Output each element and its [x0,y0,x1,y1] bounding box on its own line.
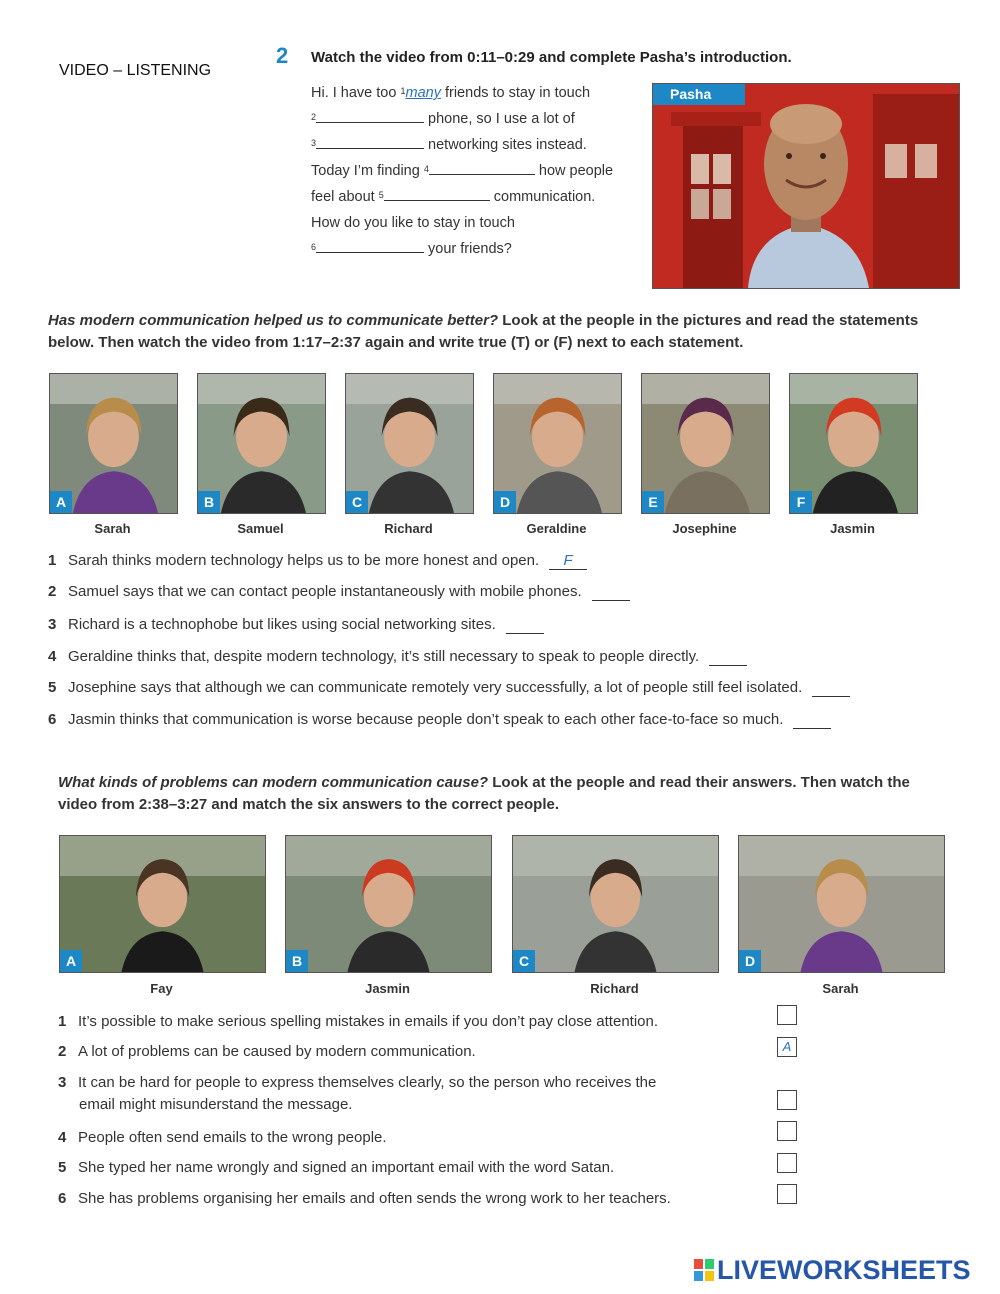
exercise-number: 2 [276,43,289,68]
blank-4[interactable] [429,160,535,175]
photo-letter: D [494,491,516,513]
answer-checkbox[interactable] [777,1184,797,1204]
person-photo-jasmin [285,835,492,973]
answer-checkbox[interactable]: A [777,1037,797,1057]
photo-letter: E [642,491,664,513]
tf-answer-field[interactable] [506,616,544,634]
tf-statement [48,711,831,729]
person-photo-geraldine [493,373,622,514]
tf-answer-field[interactable] [709,648,747,666]
tf-answer-field[interactable] [793,711,831,729]
match-answer [58,1072,656,1116]
person-photo-richard [512,835,719,973]
answer-number: 5 [58,1159,67,1176]
answer-text: It’s possible to make serious spelling mistakes in emails if you don’t pay close attention. [78,1013,659,1030]
tf-statement [48,616,544,634]
photo-letter: D [739,950,761,972]
person-name: Sarah [94,521,131,536]
match-answer [58,1188,671,1210]
photo-letter: B [286,950,308,972]
portrait-illustration [286,836,491,972]
answer-checkbox[interactable] [777,1005,797,1025]
person-photo-fay [59,835,266,973]
person-name: Richard [590,981,639,996]
match-answer [58,1157,614,1179]
tf-answer-field[interactable] [812,679,850,697]
answer-text: It can be hard for people to express themselves clearly, so the person who receives the [78,1074,657,1091]
answer-checkbox[interactable] [777,1121,797,1141]
person-name: Josephine [672,521,737,536]
tf-statement [48,552,587,570]
statement-number: 1 [48,552,57,569]
answer-1[interactable]: many [405,85,441,101]
answer-checkbox[interactable] [777,1090,797,1110]
statement-number: 3 [48,616,57,633]
answer-text: She has problems organising her emails and often sends the wrong work to her teachers. [78,1190,671,1207]
answer-text: A lot of problems can be caused by modern communication. [78,1043,476,1060]
person-photo-samuel [197,373,326,514]
pasha-introduction [311,80,613,262]
person-photo-jasmin [789,373,918,514]
tf-statement [48,648,747,666]
worksheet-header: VIDEO – LISTENING [59,62,212,79]
pasha-label: Pasha [653,84,745,105]
match-answer [58,1127,387,1149]
match-answer [58,1011,658,1033]
person-name: Sarah [822,981,859,996]
statement-number: 2 [48,583,57,600]
intro-line-2: $^2$ phone, so I use a lot of [311,106,613,132]
blank-5[interactable] [384,186,490,201]
photo-letter: C [346,491,368,513]
person-photo-richard [345,373,474,514]
logo-icon [694,1259,714,1281]
blank-2[interactable] [316,108,424,123]
person-name: Jasmin [365,981,410,996]
answer-number: 3 [58,1074,67,1091]
tf-statement [48,679,850,697]
exercise-title: Watch the video from 0:11–0:29 and complete Pasha’s introduction. [311,49,792,66]
intro-line-5: feel about $^5$ communication. [311,184,613,210]
blank-6[interactable] [316,238,424,253]
answer-number: 2 [58,1043,67,1060]
statement-text: Jasmin thinks that communication is worse because people don’t speak to each other face-to-face so much. [68,711,784,728]
person-photo-sarah [49,373,178,514]
portrait-illustration [739,836,944,972]
intro-line-4: Today I’m finding $^4$ how people [311,158,613,184]
intro-line-1: Hi. I have too $^1$many friends to stay in touch [311,85,591,101]
section2-instructions: What kinds of problems can modern communication cause? Look at the people and read their answers. Then watch the video from 2:38–3:27 and match the six answers to the correct people. [58,774,910,813]
person-name: Geraldine [526,521,587,536]
person-name: Samuel [237,521,284,536]
answer-text: She typed her name wrongly and signed an important email with the word Satan. [78,1159,615,1176]
tf-answer-field[interactable] [592,583,630,601]
answer-text: People often send emails to the wrong people. [78,1129,387,1146]
statement-text: Sarah thinks modern technology helps us to be more honest and open. [68,552,540,569]
photo-letter: A [60,950,82,972]
intro-line-3: $^3$ networking sites instead. [311,132,613,158]
answer-checkbox[interactable] [777,1153,797,1173]
liveworksheets-logo: LIVEWORKSHEETS [694,1255,971,1286]
photo-letter: A [50,491,72,513]
person-photo-josephine [641,373,770,514]
pasha-photo [652,83,960,289]
photo-letter: C [513,950,535,972]
person-name: Richard [384,521,433,536]
photo-letter: B [198,491,220,513]
statement-text: Samuel says that we can contact people instantaneously with mobile phones. [68,583,582,600]
portrait-illustration [513,836,718,972]
statement-text: Josephine says that although we can communicate remotely very successfully, a lot of people still feel isolated. [68,679,803,696]
statement-number: 5 [48,679,57,696]
statement-text: Richard is a technophobe but likes using social networking sites. [68,616,496,633]
statement-text: Geraldine thinks that, despite modern technology, it’s still necessary to speak to people directly. [68,648,700,665]
statement-number: 4 [48,648,57,665]
blank-3[interactable] [316,134,424,149]
answer-text-continued: email might misunderstand the message. [79,1096,353,1113]
tf-answer-field[interactable]: F [549,552,587,570]
statement-number: 6 [48,711,57,728]
section1-instructions: Has modern communication helped us to communicate better? Look at the people in the pictures and read the statements below. Then watch the video from 1:17–2:37 again and write true (T) or (F) next to each statement. [48,312,919,351]
person-name: Jasmin [830,521,875,536]
pasha-photo-illustration [653,84,959,288]
person-photo-sarah [738,835,945,973]
answer-number: 6 [58,1190,67,1207]
answer-number: 1 [58,1013,67,1030]
intro-line-7: $^6$ your friends? [311,236,613,262]
portrait-illustration [60,836,265,972]
match-answer [58,1041,476,1063]
photo-letter: F [790,491,812,513]
intro-line-6: How do you like to stay in touch [311,215,515,231]
answer-number: 4 [58,1129,67,1146]
tf-statement [48,583,630,601]
person-name: Fay [150,981,173,996]
